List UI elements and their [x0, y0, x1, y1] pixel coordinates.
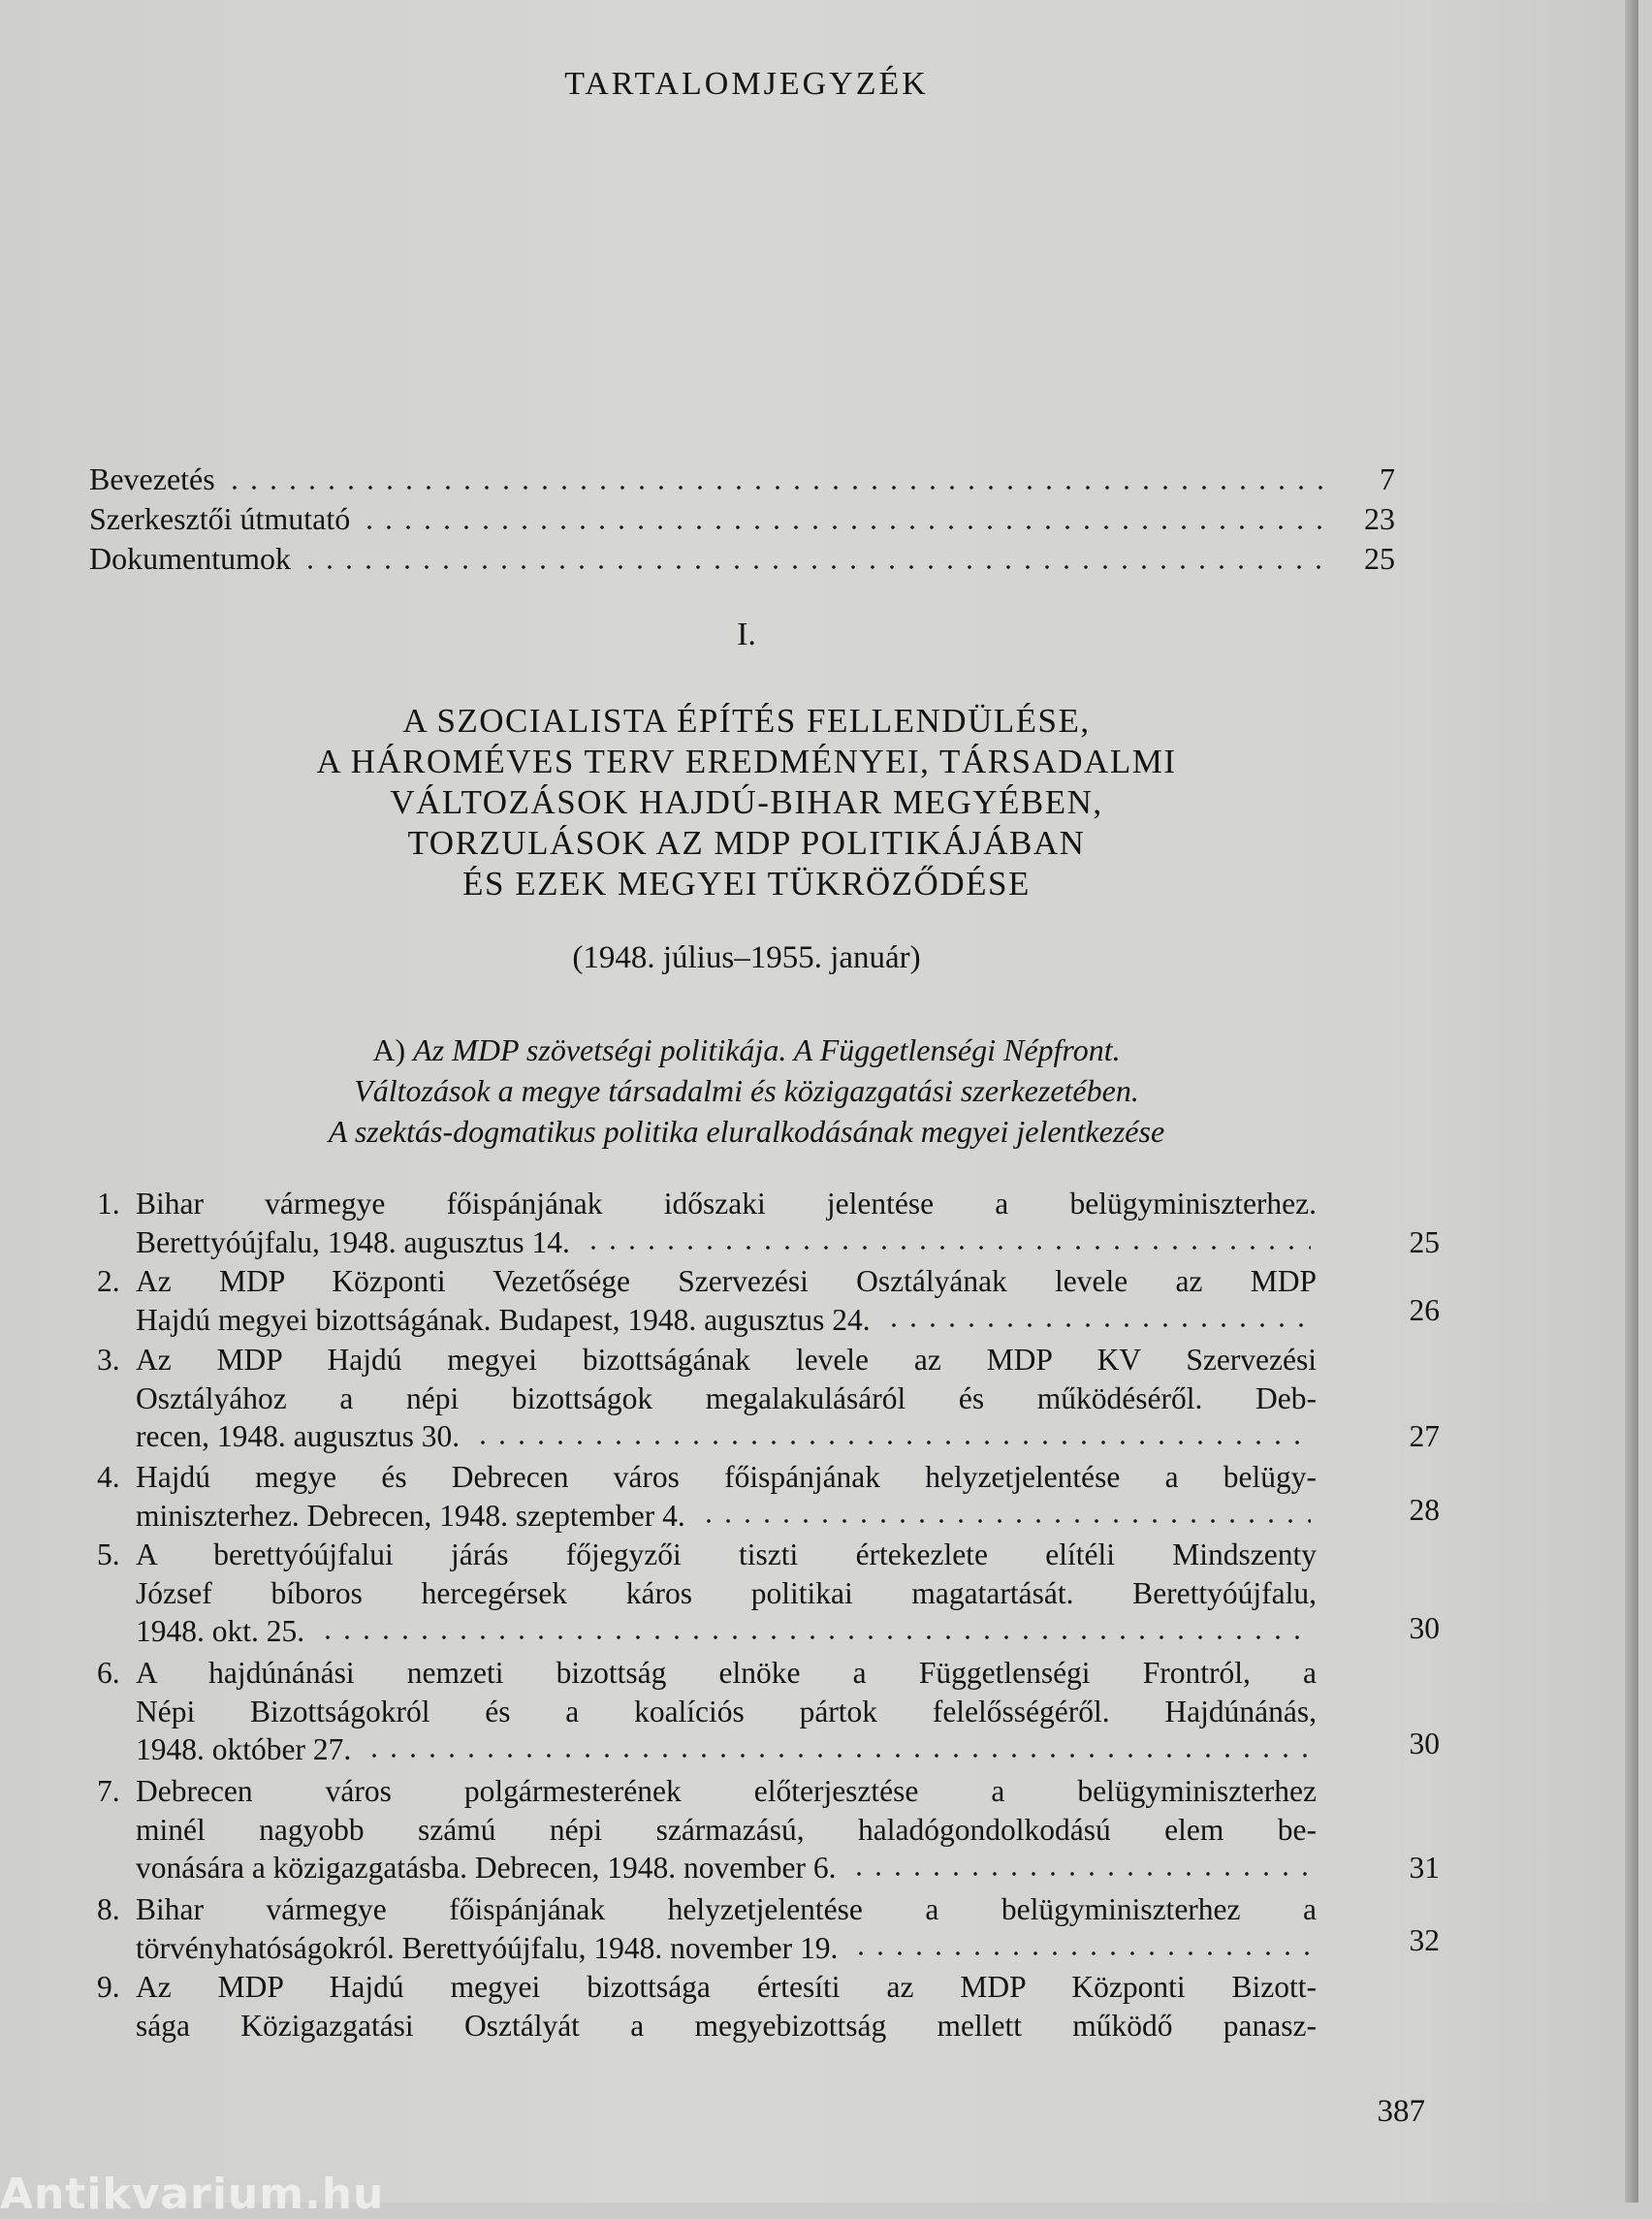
document-entry	[97, 1458, 1440, 1535]
entry-line: miniszterhez. Debrecen, 1948. szeptember 4.	[136, 1498, 685, 1533]
document-entry	[97, 1890, 1440, 1967]
dot-leader	[584, 1246, 1311, 1250]
toc-row-editorial-guide	[89, 501, 1395, 540]
section-title-line	[0, 1030, 1493, 1070]
dot-leader	[849, 1872, 1311, 1876]
entry-line: Az MDP Hajdú megyei bizottsága értesíti az MDP Központi Bizott-	[136, 1970, 1317, 2004]
page-edge	[1625, 0, 1638, 2203]
toc-label: Bevezetés	[89, 461, 215, 496]
section-title-line: Változások a megye társadalmi és közigazgatási szerkezetében.	[354, 1073, 1139, 1108]
entry-page-number: 30	[1409, 1611, 1440, 1645]
entry-line: Hajdú megye és Debrecen város főispánjának helyzetjelentése a belügy-	[136, 1460, 1317, 1494]
part-title-line: ÉS EZEK MEGYEI TÜKRÖZŐDÉSE	[462, 865, 1031, 903]
entry-line: 1948. okt. 25.	[136, 1614, 305, 1648]
dot-leader	[365, 1754, 1311, 1758]
page-folio: 387	[1377, 2094, 1425, 2129]
entry-number: 1.	[97, 1187, 120, 1220]
toc-label: Szerkesztői útmutató	[89, 501, 351, 536]
entry-page-number: 27	[1409, 1419, 1440, 1453]
entry-line: Osztályához a népi bizottságok megalakulásáról és működéséről. Deb-	[136, 1380, 1317, 1415]
part-number: I.	[737, 617, 756, 652]
entry-line: A berettyóújfalui járás főjegyzői tiszti értekezlete elítéli Mindszenty	[136, 1537, 1317, 1571]
dot-leader	[318, 1635, 1311, 1639]
entry-line: sága Közigazgatási Osztályát a megyebizottság mellett működő panasz-	[136, 2008, 1317, 2043]
dot-leader	[851, 1951, 1311, 1955]
period-range: (1948. július–1955. január)	[572, 940, 921, 975]
entry-line: 1948. október 27.	[136, 1732, 352, 1766]
entry-page-number: 32	[1409, 1923, 1440, 1957]
entry-number: 9.	[97, 1970, 120, 2004]
entry-line: recen, 1948. augusztus 30.	[136, 1419, 461, 1453]
entry-line: Hajdú megyei bizottságának. Budapest, 1948. augusztus 24.	[136, 1302, 871, 1337]
toc-page-number: 7	[1380, 461, 1395, 496]
part-title-line: A SZOCIALISTA ÉPÍTÉS FELLENDÜLÉSE,	[402, 702, 1091, 740]
part-title-line: TORZULÁSOK AZ MDP POLITIKÁJÁBAN	[407, 824, 1086, 862]
part-title-line: VÁLTOZÁSOK HAJDÚ-BIHAR MEGYÉBEN,	[390, 783, 1103, 821]
entry-number: 7.	[97, 1774, 120, 1808]
entry-line: Bihar vármegye főispánjának időszaki jelentése a belügyminiszterhez.	[136, 1187, 1317, 1220]
entry-line: vonására a közigazgatásba. Debrecen, 1948. november 6.	[136, 1851, 837, 1885]
entry-line: Népi Bizottságokról és a koalíciós pártok felelősségéről. Hajdúnánás,	[136, 1694, 1317, 1728]
watermark: Antikvarium.hu	[0, 2170, 385, 2219]
dot-leader	[301, 565, 1327, 569]
entry-number: 4.	[97, 1460, 120, 1494]
document-entry	[97, 1536, 1440, 1651]
section-prefix: A)	[372, 1032, 406, 1067]
toc-page-number: 25	[1364, 541, 1395, 576]
toc-title: TARTALOMJEGYZÉK	[564, 66, 929, 102]
entry-line: Az MDP Hajdú megyei bizottságának levele az MDP KV Szervezési	[136, 1343, 1317, 1377]
document-entry	[97, 1341, 1440, 1456]
entry-number: 2.	[97, 1264, 120, 1298]
entry-page-number: 26	[1409, 1293, 1440, 1327]
section-title-text: Az MDP szövetségi politikája. A Függetlenségi Népfront.	[413, 1032, 1121, 1067]
entry-page-number: 28	[1409, 1493, 1440, 1527]
entry-line: Debrecen város polgármesterének előterjesztése a belügyminiszterhez	[136, 1774, 1317, 1808]
entry-line: A hajdúnánási nemzeti bizottság elnöke a Függetlenségi Frontról, a	[136, 1656, 1317, 1690]
dot-leader	[699, 1519, 1311, 1523]
entry-page-number: 25	[1409, 1224, 1440, 1259]
entry-page-number: 31	[1409, 1851, 1440, 1885]
dot-leader	[360, 525, 1327, 529]
entry-page-number: 30	[1409, 1727, 1440, 1760]
dot-leader	[225, 486, 1327, 490]
dot-leader	[473, 1441, 1311, 1444]
toc-row-introduction	[89, 461, 1395, 500]
entry-number: 6.	[97, 1656, 120, 1690]
entry-line: minél nagyobb számú népi származású, haladógondolkodású elem be-	[136, 1812, 1317, 1847]
toc-page-number: 23	[1364, 501, 1395, 536]
toc-row-documents	[89, 541, 1395, 580]
entry-line: Bihar vármegye főispánjának helyzetjelentése a belügyminiszterhez a	[136, 1892, 1317, 1926]
part-title-line: A HÁROMÉVES TERV EREDMÉNYEI, TÁRSADALMI	[316, 743, 1177, 780]
entry-line: Az MDP Központi Vezetősége Szervezési Osztályának levele az MDP	[136, 1264, 1317, 1298]
document-entry	[97, 1185, 1440, 1261]
document-entry	[97, 1772, 1440, 1887]
document-entry	[97, 1968, 1317, 2045]
document-entry	[97, 1654, 1440, 1769]
toc-label: Dokumentumok	[89, 541, 291, 576]
section-title-line: A szektás-dogmatikus politika eluralkodásának megyei jelentkezése	[328, 1114, 1165, 1149]
entry-number: 3.	[97, 1343, 120, 1377]
entry-number: 8.	[97, 1892, 120, 1926]
dot-leader	[884, 1323, 1311, 1327]
entry-line: József bíboros hercegérsek káros politikai magatartását. Berettyóújfalu,	[136, 1575, 1317, 1610]
entry-number: 5.	[97, 1537, 120, 1571]
entry-line: törvényhatóságokról. Berettyóújfalu, 1948. november 19.	[136, 1930, 839, 1965]
entry-line: Berettyóújfalu, 1948. augusztus 14.	[136, 1224, 570, 1259]
document-entry	[97, 1262, 1440, 1339]
